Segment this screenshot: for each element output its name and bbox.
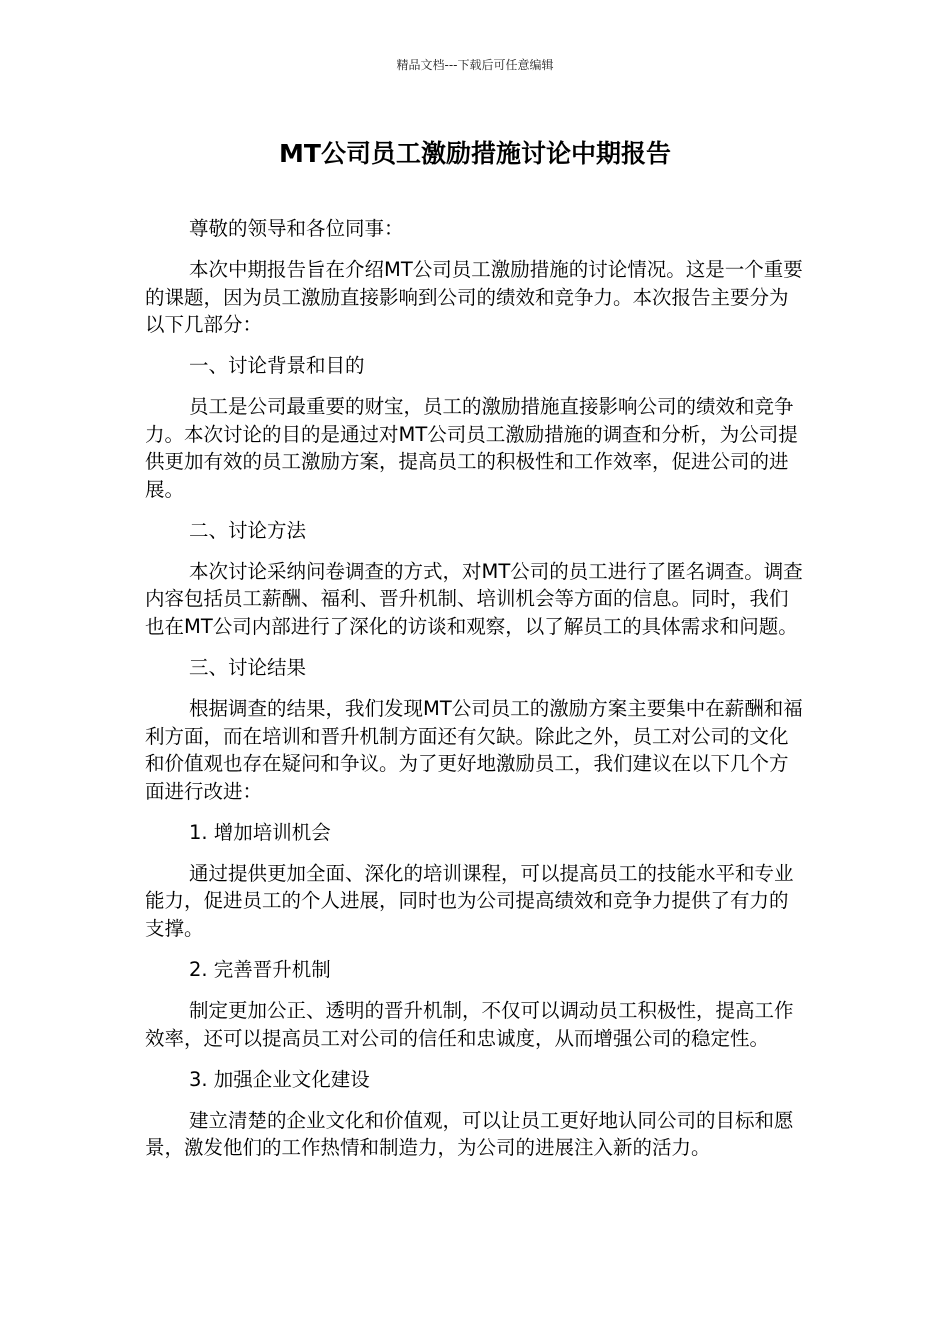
subheading-training: 1. 增加培训机会 [189, 820, 331, 844]
section-heading-method: 二、讨论方法 [189, 518, 307, 542]
method-paragraph: 本次讨论采纳问卷调查的方式，对MT公司的员工进行了匿名调查。调查内容包括员工薪酬、福利、晋升机制、培训机会等方面的信息。同时，我们也在MT公司内部进行了深化的访谈和观察，以了解员工的具体需求和问题。 [145, 559, 803, 639]
salutation: 尊敬的领导和各位同事： [189, 217, 404, 240]
results-paragraph: 根据调查的结果，我们发现MT公司员工的激励方案主要集中在薪酬和福利方面，而在培训和晋升机制方面还有欠缺。除此之外，员工对公司的文化和价值观也存在疑问和争议。为了更好地激励员工，我们建议在以下几个方面进行改进： [145, 697, 803, 803]
subheading-culture: 3. 加强企业文化建设 [189, 1067, 370, 1091]
intro-paragraph: 本次中期报告旨在介绍MT公司员工激励措施的讨论情况。这是一个重要的课题，因为员工激励直接影响到公司的绩效和竞争力。本次报告主要分为以下几部分： [145, 257, 803, 337]
culture-paragraph: 建立清楚的企业文化和价值观，可以让员工更好地认同公司的目标和愿景，激发他们的工作热情和制造力，为公司的进展注入新的活力。 [145, 1108, 794, 1160]
subheading-promotion: 2. 完善晋升机制 [189, 957, 331, 981]
section-heading-background: 一、讨论背景和目的 [189, 354, 365, 378]
background-paragraph: 员工是公司最重要的财宝，员工的激励措施直接影响公司的绩效和竞争力。本次讨论的目的是通过对MT公司员工激励措施的调查和分析，为公司提供更加有效的员工激励方案，提高员工的积极性和工作效率，促进公司的进展。 [145, 395, 798, 501]
training-paragraph: 通过提供更加全面、深化的培训课程，可以提高员工的技能水平和专业能力，促进员工的个人进展，同时也为公司提高绩效和竞争力提供了有力的支撑。 [145, 861, 794, 940]
promotion-paragraph: 制定更加公正、透明的晋升机制，不仅可以调动员工积极性，提高工作效率，还可以提高员工对公司的信任和忠诚度，从而增强公司的稳定性。 [145, 998, 794, 1050]
section-heading-results: 三、讨论结果 [189, 656, 307, 680]
header-note: 精品文档---下载后可任意编辑 [396, 58, 554, 72]
document-body [145, 215, 807, 1175]
document-title: MT公司员工激励措施讨论中期报告 [279, 139, 671, 168]
